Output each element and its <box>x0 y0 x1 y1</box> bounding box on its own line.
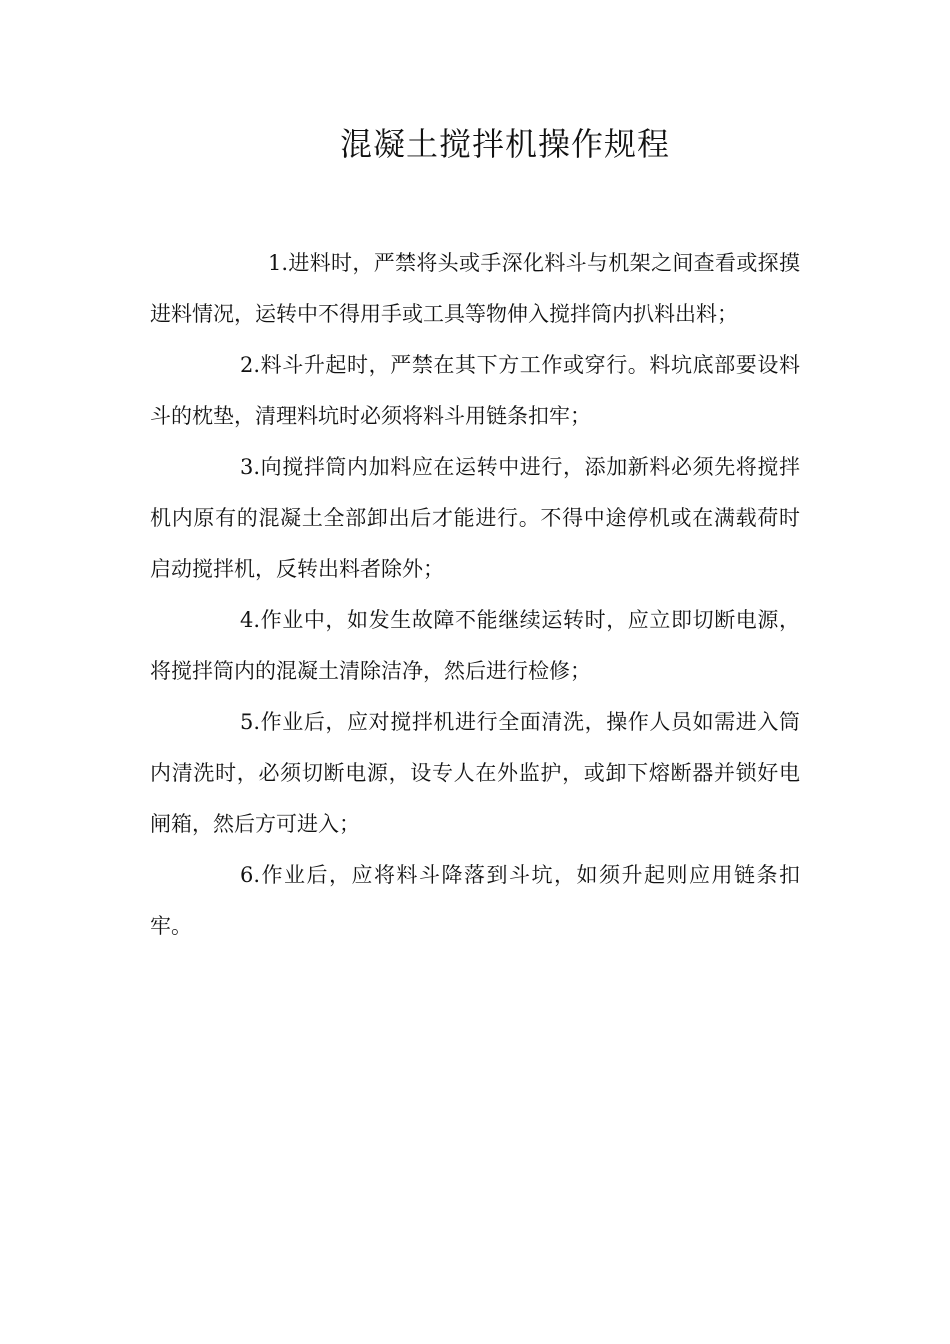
document-body <box>150 238 800 952</box>
document-title: 混凝土搅拌机操作规程 <box>339 125 670 163</box>
paragraph-1: 1.进料时，严禁将头或手深化料斗与机架之间查看或探摸进料情况，运转中不得用手或工具等物伸入搅拌筒内扒料出料； <box>150 251 800 326</box>
paragraph-5: 5.作业后，应对搅拌机进行全面清洗，操作人员如需进入筒内清洗时，必须切断电源，设专人在外监护，或卸下熔断器并锁好电闸箱，然后方可进入； <box>150 710 800 836</box>
paragraph-6: 6.作业后，应将料斗降落到斗坑，如须升起则应用链条扣牢。 <box>150 863 800 938</box>
paragraph-4: 4.作业中，如发生故障不能继续运转时，应立即切断电源，将搅拌筒内的混凝土清除洁净，然后进行检修； <box>150 608 800 683</box>
paragraph-3: 3.向搅拌筒内加料应在运转中进行，添加新料必须先将搅拌机内原有的混凝土全部卸出后才能进行。不得中途停机或在满载荷时启动搅拌机，反转出料者除外； <box>150 455 800 581</box>
paragraph-2: 2.料斗升起时，严禁在其下方工作或穿行。料坑底部要设料斗的枕垫，清理料坑时必须将料斗用链条扣牢； <box>150 353 800 428</box>
